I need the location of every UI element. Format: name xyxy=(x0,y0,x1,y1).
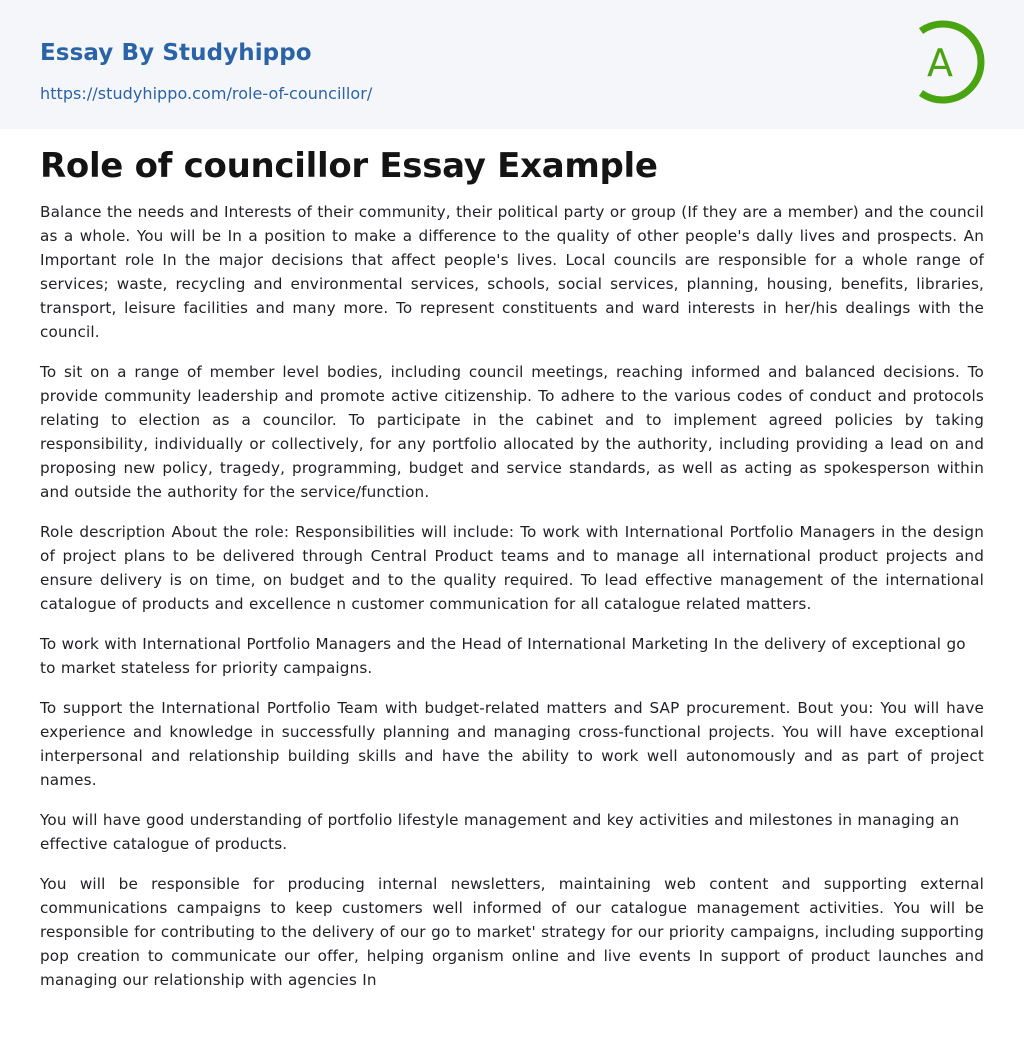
essay-paragraph: Balance the needs and Interests of their community, their political party or group (If they are a member) and the council as a whole. You will be In a position to make a difference to the quality of other people's dally lives and prospects. An Important role In the major decisions that affect people's lives. Local councils are responsible for a whole range of services; waste, recycling and environmental services, schools, social services, planning, housing, benefits, libraries, transport, leisure facilities and many more. To represent constituents and ward interests in her/his dealings with the council. xyxy=(40,203,984,341)
article-url-link[interactable]: https://studyhippo.com/role-of-councillor/ xyxy=(40,84,373,103)
page-title: Role of councillor Essay Example xyxy=(40,146,658,186)
brand-title: Essay By Studyhippo xyxy=(40,40,312,66)
essay-paragraph: Role description About the role: Responsibilities will include: To work with International Portfolio Managers in the design of project plans to be delivered through Central Product teams and to manage all international product projects and ensure delivery is on time, on budget and to the quality required. To lead effective management of the international catalogue of products and excellence n customer communication for all catalogue related matters. xyxy=(40,523,984,613)
essay-paragraph: You will have good understanding of portfolio lifestyle management and key activities and milestones in managing an effective catalogue of products. xyxy=(40,811,960,853)
essay-paragraph: To support the International Portfolio Team with budget-related matters and SAP procurement. Bout you: You will have experience and knowledge in successfully planning and managing cross-functional projects. You will have exceptional interpersonal and relationship building skills and have the ability to work well autonomously and as part of project names. xyxy=(40,699,984,789)
essay-paragraph: To sit on a range of member level bodies, including council meetings, reaching informed and balanced decisions. To provide community leadership and promote active citizenship. To adhere to the various codes of conduct and protocols relating to election as a councilor. To participate in the cabinet and to implement agreed policies by taking responsibility, individually or collectively, for any portfolio allocated by the authority, including providing a lead on and proposing new policy, tragedy, programming, budget and service standards, as well as acting as spokesperson within and outside the authority for the service/function. xyxy=(40,363,984,501)
site-header xyxy=(0,0,1024,129)
logo-letter: A xyxy=(927,41,953,85)
essay-paragraph: To work with International Portfolio Managers and the Head of International Marketing In the delivery of exceptional go to market stateless for priority campaigns. xyxy=(40,635,966,677)
letter-a-open-circle-icon xyxy=(911,18,987,106)
essay-body xyxy=(40,200,984,1008)
essay-paragraph: You will be responsible for producing internal newsletters, maintaining web content and supporting external communications campaigns to keep customers well informed of our catalogue management activities. You will be responsible for contributing to the delivery of our go to market' strategy for our priority campaigns, including supporting pop creation to communicate our offer, helping organism online and live events In support of product launches and managing our relationship with agencies In xyxy=(40,875,984,989)
logo[interactable] xyxy=(911,18,987,106)
